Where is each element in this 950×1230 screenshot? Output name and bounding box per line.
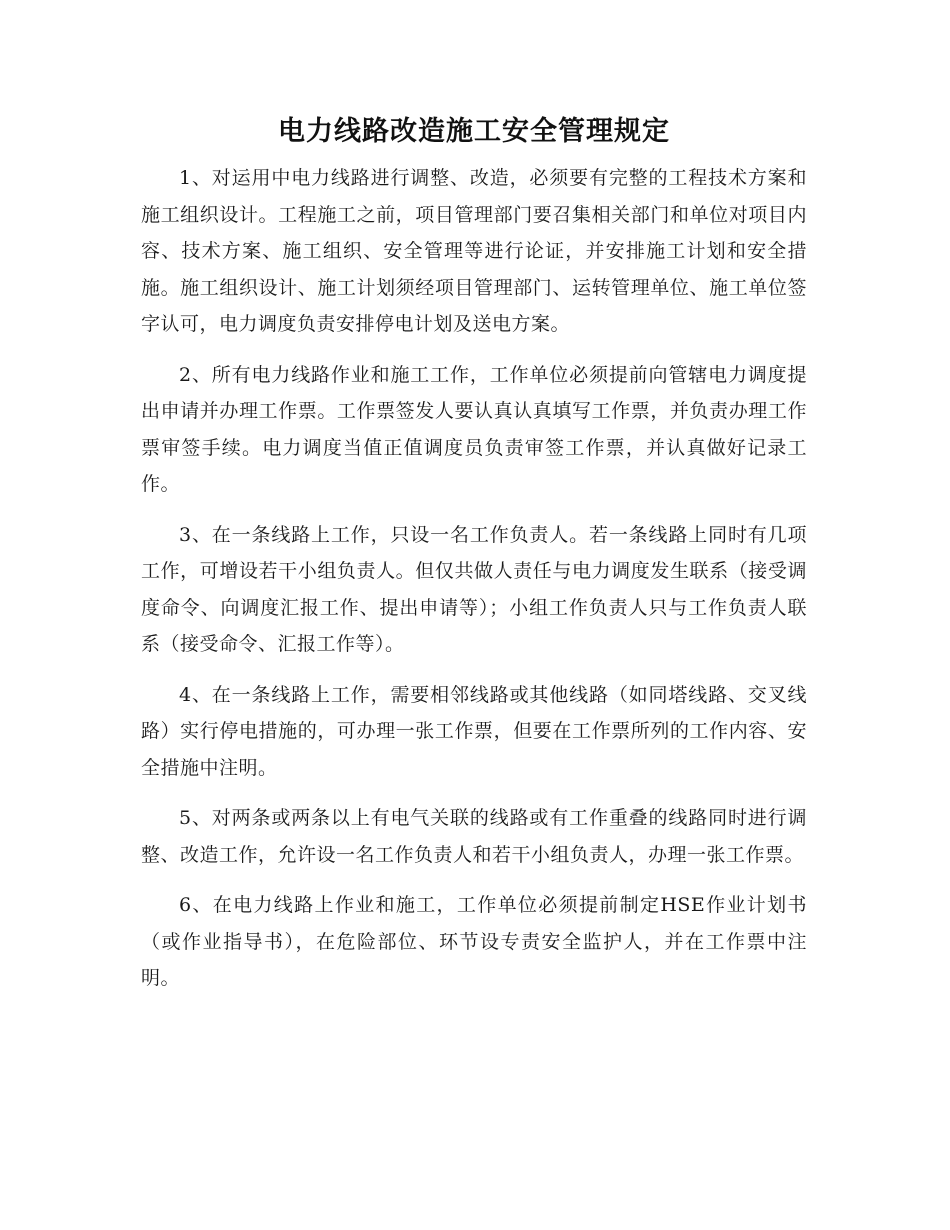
paragraph-3: 3、在一条线路上工作，只设一名工作负责人。若一条线路上同时有几项工作，可增设若干小组负责人。但仅共做人责任与电力调度发生联系（接受调度命令、向调度汇报工作、提出申请等）；小组工作负责人只与工作负责人联系（接受命令、汇报工作等）。: [141, 523, 807, 655]
paragraph-2: 2、所有电力线路作业和施工工作，工作单位必须提前向管辖电力调度提出申请并办理工作票。工作票签发人要认真认真填写工作票，并负责办理工作票审签手续。电力调度当值正值调度员负责审签工作票，并认真做好记录工作。: [141, 363, 807, 495]
document-body: [141, 108, 807, 1011]
paragraph-5: 5、对两条或两条以上有电气关联的线路或有工作重叠的线路同时进行调整、改造工作，允许设一名工作负责人和若干小组负责人，办理一张工作票。: [141, 807, 807, 866]
paragraph-1: 1、对运用中电力线路进行调整、改造，必须要有完整的工程技术方案和施工组织设计。工程施工之前，项目管理部门要召集相关部门和单位对项目内容、技术方案、施工组织、安全管理等进行论证，并安排施工计划和安全措施。施工组织设计、施工计划须经项目管理部门、运转管理单位、施工单位签字认可，电力调度负责安排停电计划及送电方案。: [141, 167, 807, 335]
paragraph-6: 6、在电力线路上作业和施工，工作单位必须提前制定HSE作业计划书（或作业指导书），在危险部位、环节设专责安全监护人，并在工作票中注明。: [141, 894, 807, 989]
paragraph-4: 4、在一条线路上工作，需要相邻线路或其他线路（如同塔线路、交叉线路）实行停电措施的，可办理一张工作票，但要在工作票所列的工作内容、安全措施中注明。: [141, 683, 807, 779]
document-title: 电力线路改造施工安全管理规定: [278, 116, 670, 147]
